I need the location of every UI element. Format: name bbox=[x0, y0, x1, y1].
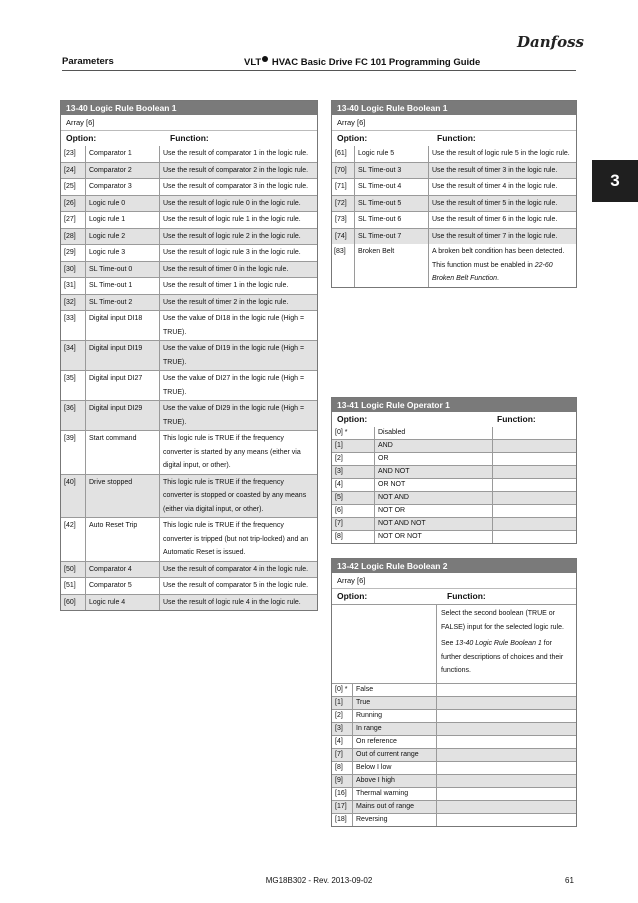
row-code: [27] bbox=[64, 216, 76, 223]
table-row bbox=[61, 211, 317, 228]
option-row bbox=[332, 761, 576, 774]
option-row bbox=[332, 774, 576, 787]
table-header-row bbox=[61, 130, 317, 146]
row-name: NOT OR bbox=[374, 505, 492, 517]
row-name: SL Time-out 5 bbox=[354, 196, 428, 212]
row-name: Below I low bbox=[352, 762, 436, 774]
title-rest: HVAC Basic Drive FC 101 Programming Guide bbox=[271, 57, 481, 68]
row-function-cell bbox=[492, 453, 576, 465]
section-title: Parameters bbox=[62, 56, 114, 67]
row-desc: This logic rule is TRUE if the frequency converter is tripped (but not trip-locked) and an Automatic Reset is issued. bbox=[159, 518, 317, 561]
row-code: [18] bbox=[335, 815, 347, 823]
row-code: [16] bbox=[335, 789, 347, 797]
row-name: Broken Belt bbox=[354, 244, 428, 287]
row-name: Reversing bbox=[352, 814, 436, 826]
row-code: [28] bbox=[64, 232, 76, 240]
row-function-cell bbox=[436, 697, 576, 709]
option-row bbox=[332, 748, 576, 761]
row-desc: Use the value of DI18 in the logic rule (High = TRUE). bbox=[159, 311, 317, 340]
row-name: Logic rule 1 bbox=[85, 212, 159, 228]
row-code: [29] bbox=[64, 249, 76, 256]
table-row bbox=[61, 244, 317, 261]
row-function-cell bbox=[492, 427, 576, 439]
row-desc: Use the result of timer 5 in the logic rule. bbox=[428, 196, 576, 212]
table-row bbox=[61, 228, 317, 245]
row-desc: Use the result of comparator 5 in the logic rule. bbox=[159, 578, 317, 594]
row-name: Comparator 3 bbox=[85, 179, 159, 195]
row-code: [31] bbox=[64, 282, 76, 289]
desc-ref: 13-40 Logic Rule Boolean 1 bbox=[455, 640, 542, 647]
table-row bbox=[61, 277, 317, 294]
option-row bbox=[332, 439, 576, 452]
row-code: [32] bbox=[64, 298, 76, 306]
table-row bbox=[332, 146, 576, 162]
table-array: Array [6] bbox=[337, 576, 366, 585]
desc-tail: for further descriptions of choices and their functions. bbox=[441, 640, 564, 674]
row-desc: Use the result of timer 3 in the logic rule. bbox=[428, 163, 576, 179]
row-code: [9] bbox=[335, 776, 343, 784]
table-title: 13-42 Logic Rule Boolean 2 bbox=[332, 559, 576, 573]
row-code: [23] bbox=[64, 150, 76, 157]
row-code: [0] * bbox=[335, 685, 348, 693]
row-name: SL Time-out 0 bbox=[85, 262, 159, 278]
row-code: [7] bbox=[335, 750, 343, 758]
row-name: Drive stopped bbox=[85, 475, 159, 518]
row-desc: Use the result of comparator 4 in the logic rule. bbox=[159, 562, 317, 578]
row-name: Logic rule 2 bbox=[85, 229, 159, 245]
table-body bbox=[61, 146, 317, 610]
desc-blank-cell bbox=[332, 605, 436, 683]
row-function-cell bbox=[436, 684, 576, 696]
row-code: [71] bbox=[335, 183, 347, 190]
row-code: [34] bbox=[64, 345, 76, 352]
option-row bbox=[332, 800, 576, 813]
table-body bbox=[332, 683, 576, 826]
table-row bbox=[332, 211, 576, 228]
title-prefix: VLT bbox=[244, 57, 262, 68]
row-name: Mains out of range bbox=[352, 801, 436, 813]
col-option: Option: bbox=[66, 133, 97, 143]
row-name: SL Time-out 7 bbox=[354, 229, 428, 245]
desc-cell bbox=[436, 605, 576, 683]
option-row bbox=[332, 465, 576, 478]
row-desc: Use the result of logic rule 0 in the logic rule. bbox=[159, 196, 317, 212]
row-function-cell bbox=[436, 801, 576, 813]
document-title bbox=[244, 56, 480, 68]
row-code: [2] bbox=[335, 455, 343, 462]
table-row bbox=[61, 195, 317, 212]
row-name: OR NOT bbox=[374, 479, 492, 491]
row-name: AND bbox=[374, 440, 492, 452]
row-desc: Use the result of timer 4 in the logic rule. bbox=[428, 179, 576, 195]
description-row bbox=[332, 604, 576, 683]
row-function-cell bbox=[436, 762, 576, 774]
row-name: NOT OR NOT bbox=[374, 531, 492, 543]
row-name: Logic rule 0 bbox=[85, 196, 159, 212]
row-code: [3] bbox=[335, 724, 343, 732]
row-code: [8] bbox=[335, 533, 343, 540]
row-name: Out of current range bbox=[352, 749, 436, 761]
row-code: [72] bbox=[335, 199, 347, 207]
row-code: [33] bbox=[64, 315, 76, 322]
chapter-tab: 3 bbox=[592, 160, 638, 202]
table-13-40-right bbox=[331, 100, 577, 288]
row-desc: Use the result of comparator 2 in the logic rule. bbox=[159, 163, 317, 179]
row-desc: Use the result of comparator 1 in the logic rule. bbox=[159, 146, 317, 162]
col-function: Function: bbox=[497, 414, 536, 424]
row-desc: Use the result of logic rule 4 in the logic rule. bbox=[159, 595, 317, 611]
row-name: On reference bbox=[352, 736, 436, 748]
table-row bbox=[332, 244, 576, 287]
table-row bbox=[61, 561, 317, 578]
table-13-40-left bbox=[60, 100, 318, 611]
row-name: Thermal warning bbox=[352, 788, 436, 800]
table-row bbox=[332, 162, 576, 179]
table-row bbox=[61, 400, 317, 430]
table-row bbox=[332, 178, 576, 195]
desc-lead: See bbox=[441, 640, 456, 647]
row-function-cell bbox=[436, 775, 576, 787]
row-function-cell bbox=[492, 492, 576, 504]
row-function-cell bbox=[436, 710, 576, 722]
option-row bbox=[332, 787, 576, 800]
table-title: 13-40 Logic Rule Boolean 1 bbox=[332, 101, 576, 115]
row-function-cell bbox=[436, 723, 576, 735]
row-name: Comparator 4 bbox=[85, 562, 159, 578]
row-name: True bbox=[352, 697, 436, 709]
option-row bbox=[332, 504, 576, 517]
row-desc: Use the result of logic rule 2 in the logic rule. bbox=[159, 229, 317, 245]
table-row bbox=[61, 146, 317, 162]
table-row bbox=[61, 474, 317, 518]
row-function-cell bbox=[492, 518, 576, 530]
row-name: Auto Reset Trip bbox=[85, 518, 159, 561]
col-option: Option: bbox=[337, 414, 368, 424]
row-name: Comparator 5 bbox=[85, 578, 159, 594]
row-code: [26] bbox=[64, 199, 76, 207]
col-option: Option: bbox=[337, 591, 368, 601]
table-header-row bbox=[332, 588, 576, 604]
row-name: SL Time-out 3 bbox=[354, 163, 428, 179]
row-code: [42] bbox=[64, 522, 76, 529]
row-code: [7] bbox=[335, 520, 343, 527]
row-code: [3] bbox=[335, 468, 343, 475]
desc-paragraph: Select the second boolean (TRUE or FALSE) input for the selected logic rule. bbox=[441, 610, 564, 631]
row-code: [51] bbox=[64, 582, 76, 589]
row-name: Logic rule 5 bbox=[354, 146, 428, 162]
row-code: [60] bbox=[64, 598, 76, 606]
row-name: Logic rule 3 bbox=[85, 245, 159, 261]
row-code: [70] bbox=[335, 166, 347, 174]
row-desc: Use the value of DI27 in the logic rule (High = TRUE). bbox=[159, 371, 317, 400]
table-array: Array [6] bbox=[66, 118, 95, 127]
row-desc: Use the result of logic rule 3 in the logic rule. bbox=[159, 245, 317, 261]
desc-tail: . bbox=[496, 275, 499, 282]
danfoss-logo: Danfoss bbox=[517, 33, 584, 51]
registered-dot-icon bbox=[262, 56, 268, 62]
col-function: Function: bbox=[437, 133, 476, 143]
row-function-cell bbox=[492, 440, 576, 452]
row-code: [50] bbox=[64, 565, 76, 573]
row-name: NOT AND NOT bbox=[374, 518, 492, 530]
row-name: SL Time-out 1 bbox=[85, 278, 159, 294]
row-code: [61] bbox=[335, 150, 347, 157]
option-row bbox=[332, 684, 576, 696]
option-row bbox=[332, 478, 576, 491]
row-code: [74] bbox=[335, 232, 347, 240]
desc-ref: 22-60 Broken Belt Function bbox=[432, 261, 553, 282]
row-name: Start command bbox=[85, 431, 159, 474]
row-desc: Use the result of comparator 3 in the logic rule. bbox=[159, 179, 317, 195]
row-desc: Use the result of timer 1 in the logic rule. bbox=[159, 278, 317, 294]
footer-page-number: 61 bbox=[565, 876, 574, 885]
row-name: Digital input DI19 bbox=[85, 341, 159, 370]
row-desc: Use the result of logic rule 1 in the logic rule. bbox=[159, 212, 317, 228]
option-row bbox=[332, 452, 576, 465]
row-code: [4] bbox=[335, 481, 343, 488]
row-name: Logic rule 4 bbox=[85, 595, 159, 611]
row-name: Comparator 1 bbox=[85, 146, 159, 162]
row-code: [4] bbox=[335, 737, 343, 745]
row-code: [17] bbox=[335, 802, 347, 810]
row-name: Digital input DI29 bbox=[85, 401, 159, 430]
table-row bbox=[61, 310, 317, 340]
row-function-cell bbox=[436, 736, 576, 748]
row-code: [39] bbox=[64, 435, 76, 442]
row-name: OR bbox=[374, 453, 492, 465]
row-desc: Use the result of timer 7 in the logic rule. bbox=[428, 229, 576, 245]
table-row bbox=[61, 178, 317, 195]
row-name: Running bbox=[352, 710, 436, 722]
row-desc: This logic rule is TRUE if the frequency converter is stopped or coasted by any means (either via digital input, or other). bbox=[159, 475, 317, 518]
footer-doc-id: MG18B302 - Rev. 2013-09-02 bbox=[265, 876, 373, 885]
row-function-cell bbox=[492, 466, 576, 478]
row-code: [5] bbox=[335, 494, 343, 501]
option-row bbox=[332, 709, 576, 722]
desc-lead: A broken belt condition has been detected. This function must be enabled in bbox=[432, 248, 565, 269]
row-name: SL Time-out 6 bbox=[354, 212, 428, 228]
row-code: [2] bbox=[335, 711, 343, 719]
option-row bbox=[332, 722, 576, 735]
row-desc: Use the value of DI19 in the logic rule (High = TRUE). bbox=[159, 341, 317, 370]
header-divider bbox=[62, 70, 576, 71]
row-name: Comparator 2 bbox=[85, 163, 159, 179]
row-desc: Use the result of timer 6 in the logic rule. bbox=[428, 212, 576, 228]
table-body bbox=[332, 427, 576, 543]
desc-paragraph-ref bbox=[441, 637, 572, 678]
row-name: Disabled bbox=[374, 427, 492, 439]
table-13-42 bbox=[331, 558, 577, 827]
option-row bbox=[332, 491, 576, 504]
row-name: Digital input DI18 bbox=[85, 311, 159, 340]
row-function-cell bbox=[492, 479, 576, 491]
col-option: Option: bbox=[337, 133, 368, 143]
row-desc: Use the result of timer 0 in the logic rule. bbox=[159, 262, 317, 278]
option-row bbox=[332, 813, 576, 826]
row-function-cell bbox=[492, 505, 576, 517]
row-name: NOT AND bbox=[374, 492, 492, 504]
table-row bbox=[61, 162, 317, 179]
row-desc: This logic rule is TRUE if the frequency converter is started by any means (either via digital input, or other). bbox=[159, 431, 317, 474]
option-row bbox=[332, 427, 576, 439]
row-name: SL Time-out 4 bbox=[354, 179, 428, 195]
table-row bbox=[61, 370, 317, 400]
row-name: SL Time-out 2 bbox=[85, 295, 159, 311]
row-code: [24] bbox=[64, 166, 76, 174]
row-code: [1] bbox=[335, 442, 343, 449]
table-header-row bbox=[332, 412, 576, 427]
table-13-41 bbox=[331, 397, 577, 544]
option-row bbox=[332, 517, 576, 530]
row-code: [0] * bbox=[335, 429, 348, 436]
row-code: [8] bbox=[335, 763, 343, 771]
table-row bbox=[61, 594, 317, 611]
row-name: Above I high bbox=[352, 775, 436, 787]
row-name: In range bbox=[352, 723, 436, 735]
row-name: AND NOT bbox=[374, 466, 492, 478]
table-row bbox=[332, 228, 576, 245]
row-function-cell bbox=[492, 531, 576, 543]
option-row bbox=[332, 735, 576, 748]
table-title: 13-40 Logic Rule Boolean 1 bbox=[61, 101, 317, 115]
row-function-cell bbox=[436, 814, 576, 826]
option-row bbox=[332, 696, 576, 709]
table-row bbox=[61, 517, 317, 561]
row-desc: Use the value of DI29 in the logic rule (High = TRUE). bbox=[159, 401, 317, 430]
row-desc: Use the result of logic rule 5 in the logic rule. bbox=[428, 146, 576, 162]
table-array: Array [6] bbox=[337, 118, 366, 127]
row-code: [35] bbox=[64, 375, 76, 382]
row-desc bbox=[428, 244, 576, 287]
row-name: Digital input DI27 bbox=[85, 371, 159, 400]
table-row bbox=[61, 340, 317, 370]
row-function-cell bbox=[436, 749, 576, 761]
table-header-row bbox=[332, 130, 576, 146]
table-row bbox=[332, 195, 576, 212]
row-code: [25] bbox=[64, 183, 76, 190]
table-row bbox=[61, 577, 317, 594]
table-row bbox=[61, 430, 317, 474]
row-code: [1] bbox=[335, 698, 343, 706]
row-code: [36] bbox=[64, 405, 76, 412]
row-code: [30] bbox=[64, 265, 76, 273]
row-name: False bbox=[352, 684, 436, 696]
table-row bbox=[61, 294, 317, 311]
row-code: [83] bbox=[334, 248, 346, 255]
option-row bbox=[332, 530, 576, 543]
col-function: Function: bbox=[447, 591, 486, 601]
col-function: Function: bbox=[170, 133, 209, 143]
row-code: [6] bbox=[335, 507, 343, 514]
row-function-cell bbox=[436, 788, 576, 800]
table-title: 13-41 Logic Rule Operator 1 bbox=[332, 398, 576, 412]
row-desc: Use the result of timer 2 in the logic rule. bbox=[159, 295, 317, 311]
table-body bbox=[332, 146, 576, 244]
row-code: [40] bbox=[64, 478, 76, 486]
row-code: [73] bbox=[335, 216, 347, 223]
table-row bbox=[61, 261, 317, 278]
